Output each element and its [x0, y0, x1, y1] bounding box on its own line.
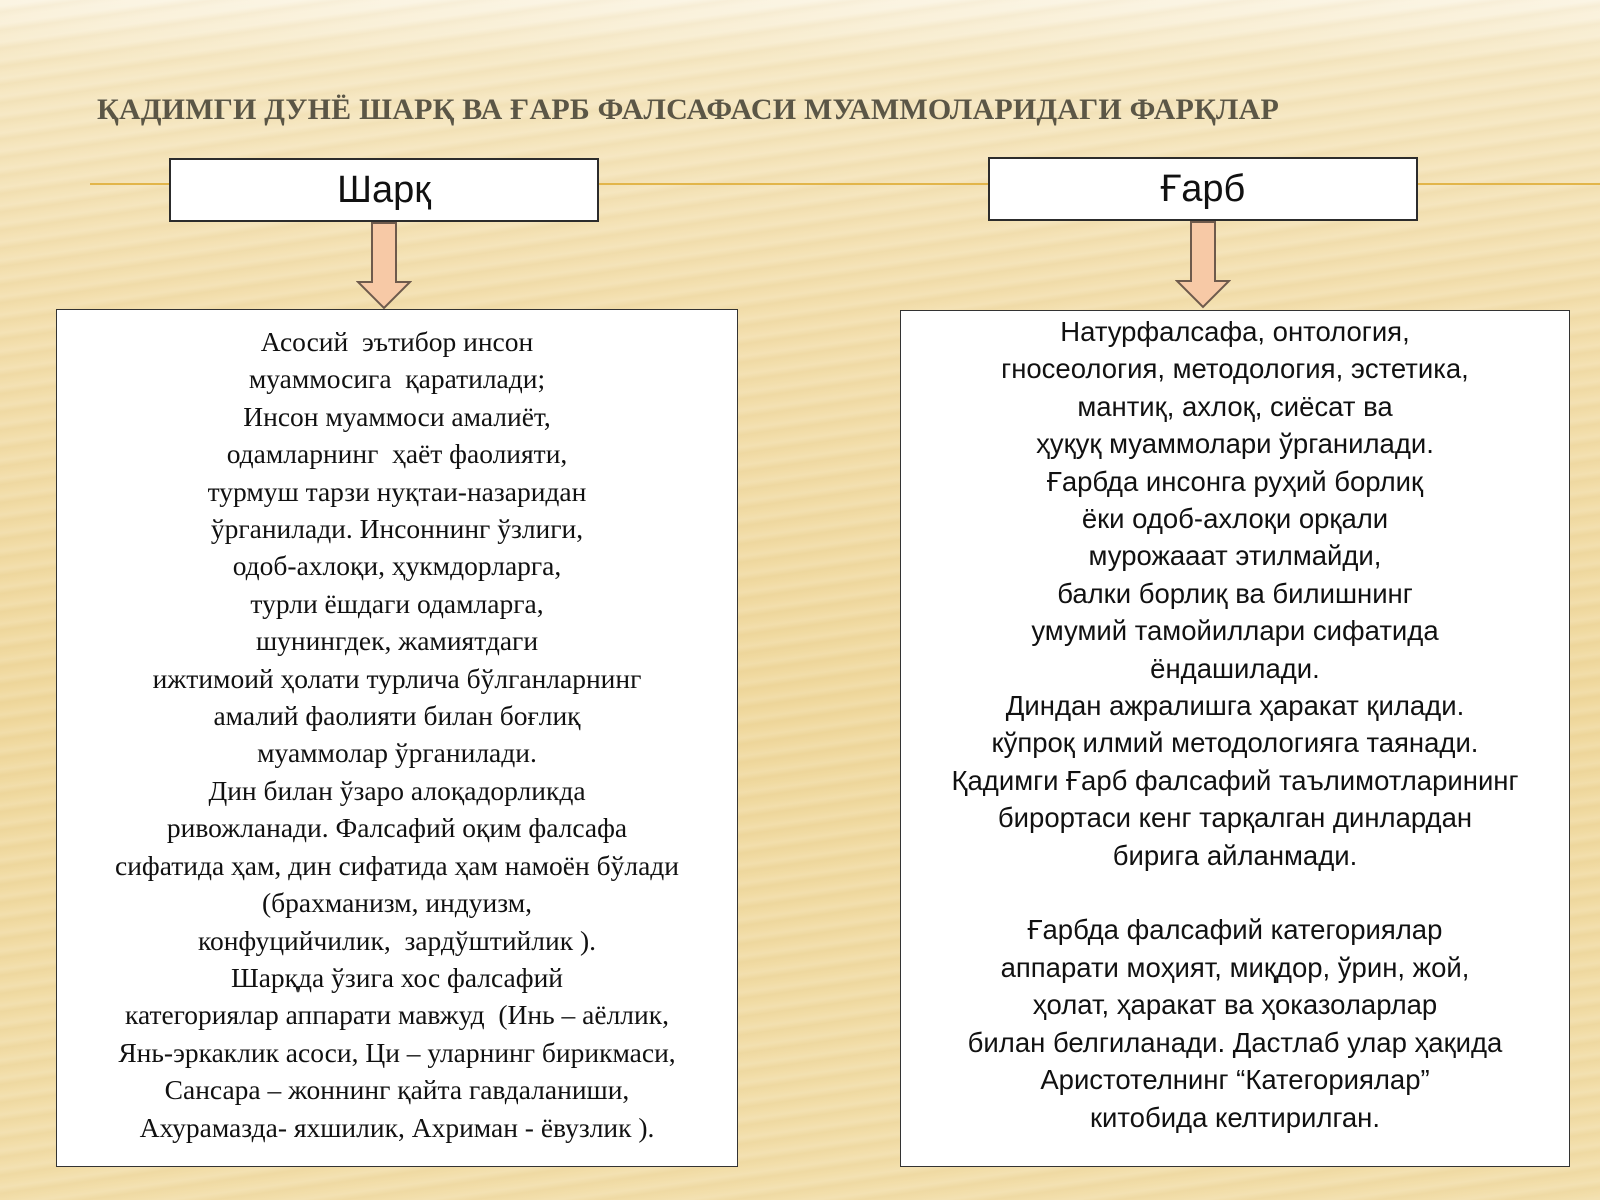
east-text-line: муаммосига қаратилади; — [248, 363, 546, 395]
east-text-line: категориялар аппарати мавжуд (Инь – аёллик, — [125, 999, 669, 1031]
west-text-line: гносеология, методология, эстетика, — [1001, 353, 1469, 385]
slide-title: ҚАДИМГИ ДУНЁ ШАРҚ ВА ҒАРБ ФАЛСАФАСИ МУАММОЛАРИДАГИ ФАРҚЛАР — [97, 93, 1279, 126]
west-heading-label: Ғарб — [1160, 167, 1246, 210]
west-text-line: кўпроқ илмий методологияга таянади. — [991, 727, 1479, 759]
east-text-line: турли ёшдаги одамларга, — [250, 587, 544, 619]
west-text-line: мантиқ, ахлоқ, сиёсат ва — [1077, 390, 1393, 422]
east-text-line: Инсон муаммоси амалиёт, — [243, 400, 551, 432]
west-down-arrow-icon — [1175, 221, 1231, 309]
west-content-box — [900, 310, 1570, 1167]
west-text-line: ёндашилади. — [1150, 652, 1320, 684]
east-content-box — [56, 309, 738, 1167]
west-text-line: ёки одоб-ахлоқи орқали — [1081, 503, 1389, 535]
east-text-line: Асосий эътибор инсон — [260, 326, 534, 357]
east-text-line: муаммолар ўрганилади. — [257, 737, 537, 769]
west-text-line: билан белгиланади. Дастлаб улар ҳақида — [967, 1026, 1503, 1058]
west-text-line: Қадимги Ғарб фалсафий таълимотларининг — [951, 764, 1519, 796]
east-text-line: конфуцийчилик, зардўштийлик ). — [198, 924, 596, 956]
east-heading-box — [169, 158, 599, 222]
west-text-line: Аристотелнинг “Категориялар” — [1040, 1064, 1430, 1096]
east-text-line: (брахманизм, индуизм, — [262, 887, 532, 919]
west-text-line: Натурфалсафа, онтология, — [1060, 316, 1410, 347]
west-text-line: Диндан ажралишга ҳаракат қилади. — [1005, 690, 1465, 722]
east-text-line: одоб-ахлоқи, ҳукмдорларга, — [232, 550, 562, 582]
west-text-line: Ғарбда фалсафий категориялар — [1027, 914, 1443, 946]
east-text-line: Дин билан ўзаро алоқадорликда — [208, 774, 586, 806]
west-text-line: бирига айланмади. — [1112, 839, 1358, 871]
west-text-line: мурожааат этилмайди, — [1088, 540, 1382, 572]
east-text-line: Сансара – жоннинг қайта гавдаланиши, — [164, 1074, 630, 1106]
west-text-line: умумий тамойиллари сифатида — [1031, 615, 1439, 647]
east-down-arrow-icon — [356, 222, 412, 310]
west-text-line: ҳолат, ҳаракат ва ҳоказоларлар — [1032, 989, 1438, 1021]
west-text-line — [901, 874, 1569, 911]
east-text-line: ижтимоий ҳолати турлича бўлганларнинг — [152, 662, 642, 694]
east-text-line: турмуш тарзи нуқтаи-назаридан — [207, 475, 587, 507]
east-heading-label: Шарқ — [337, 168, 431, 211]
east-text-line: одамларнинг ҳаёт фаолияти, — [226, 438, 568, 470]
east-text-line: Шарқда ўзига хос фалсафий — [230, 961, 564, 993]
west-text-line: балки борлиқ ва билишнинг — [1057, 577, 1413, 609]
east-text-line: Янь-эркаклик асоси, Ци – уларнинг бирикмаси, — [118, 1036, 676, 1068]
east-text-line: амалий фаолияти билан боғлиқ — [213, 700, 581, 732]
east-text-line: шунингдек, жамиятдаги — [255, 625, 539, 657]
west-text-line: аппарати моҳият, миқдор, ўрин, жой, — [1000, 951, 1470, 983]
west-text-line: китобида келтирилган. — [1089, 1101, 1381, 1133]
east-text-line: Ахурамазда- яхшилик, Ахриман - ёвузлик ). — [139, 1111, 655, 1143]
west-text-line: ҳуқуқ муаммолари ўрганилади. — [1036, 428, 1434, 460]
east-text-line: сифатида ҳам, дин сифатида ҳам намоён бўлади — [115, 849, 679, 881]
west-text-line: бирортаси кенг тарқалган динлардан — [997, 802, 1473, 834]
east-text-line: ўрганилади. Инсоннинг ўзлиги, — [210, 513, 584, 545]
east-text-line: ривожланади. Фалсафий оқим фалсафа — [166, 812, 628, 844]
west-text-line: Ғарбда инсонга руҳий борлиқ — [1046, 465, 1424, 497]
west-heading-box — [988, 157, 1418, 221]
